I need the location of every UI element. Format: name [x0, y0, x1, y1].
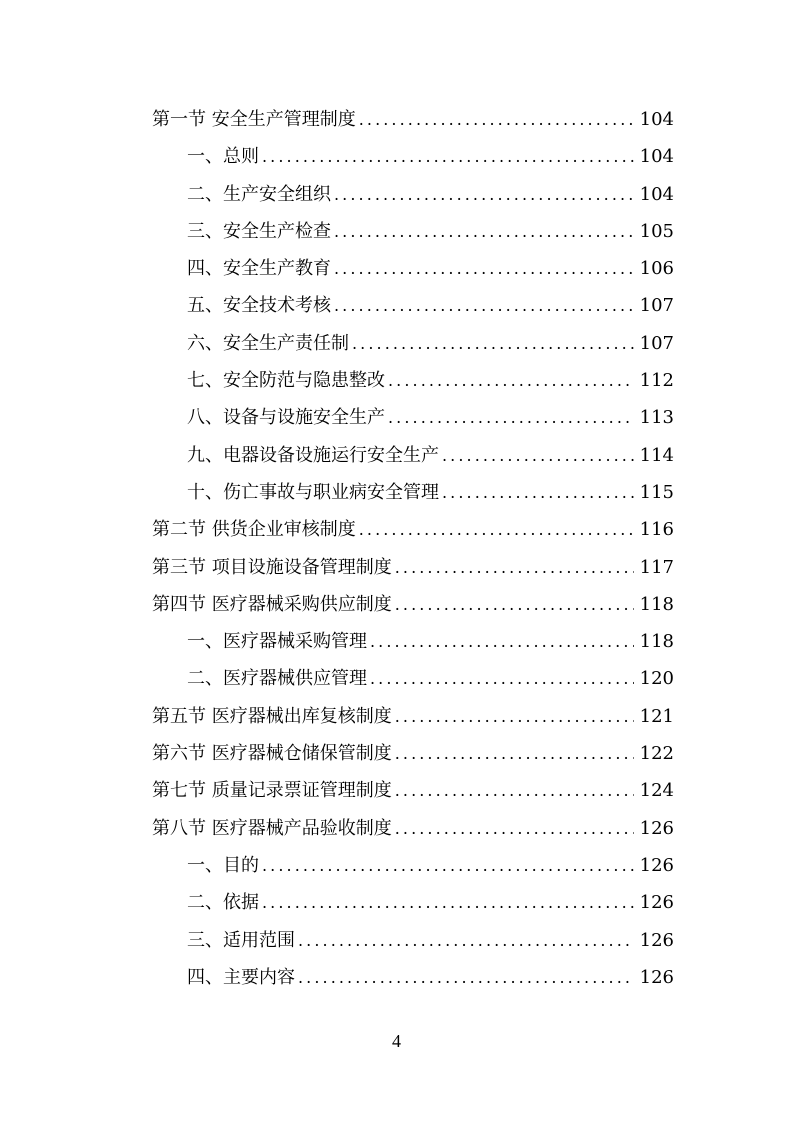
toc-section-entry[interactable] — [152, 735, 674, 772]
toc-section-entry[interactable] — [152, 772, 674, 809]
toc-dot-leader — [262, 884, 634, 921]
toc-entry-page: 105 — [639, 220, 674, 242]
toc-entry-label: 第五节 医疗器械出库复核制度 — [152, 705, 392, 727]
toc-dot-leader — [395, 735, 634, 772]
toc-entry-page: 120 — [639, 668, 674, 690]
toc-entry-label: 十、伤亡事故与职业病安全管理 — [187, 481, 439, 503]
toc-entry-label: 四、安全生产教育 — [187, 258, 331, 280]
toc-dot-leader — [359, 511, 634, 548]
toc-entry-page: 104 — [639, 146, 674, 168]
toc-entry-label: 第三节 项目设施设备管理制度 — [152, 556, 392, 578]
toc-dot-leader — [442, 437, 634, 474]
toc-subsection-entry[interactable] — [152, 922, 674, 959]
toc-subsection-entry[interactable] — [152, 623, 674, 660]
toc-entry-page: 115 — [639, 481, 674, 503]
toc-dot-leader — [262, 847, 634, 884]
toc-entry-page: 107 — [639, 332, 674, 354]
toc-subsection-entry[interactable] — [152, 138, 674, 175]
toc-entry-label: 四、主要内容 — [187, 966, 295, 988]
toc-dot-leader — [442, 474, 634, 511]
toc-dot-leader — [388, 362, 634, 399]
toc-entry-label: 七、安全防范与隐患整改 — [187, 370, 385, 392]
toc-subsection-entry[interactable] — [152, 660, 674, 697]
toc-dot-leader — [370, 623, 634, 660]
toc-entry-label: 第一节 安全生产管理制度 — [152, 109, 356, 130]
toc-entry-page: 114 — [639, 444, 674, 466]
toc-entry-label: 八、设备与设施安全生产 — [187, 407, 385, 429]
toc-entry-label: 一、医疗器械采购管理 — [187, 631, 367, 653]
toc-section-entry[interactable] — [152, 101, 674, 138]
page-number: 4 — [392, 1031, 401, 1051]
toc-subsection-entry[interactable] — [152, 213, 674, 250]
toc-entry-page: 124 — [639, 780, 674, 802]
toc-dot-leader — [298, 922, 634, 959]
table-of-contents — [152, 101, 674, 996]
toc-entry-label: 五、安全技术考核 — [187, 295, 331, 317]
toc-entry-label: 九、电器设备设施运行安全生产 — [187, 444, 439, 466]
toc-entry-label: 六、安全生产责任制 — [187, 332, 349, 354]
toc-entry-page: 118 — [639, 631, 674, 653]
toc-entry-label: 二、生产安全组织 — [187, 183, 331, 205]
toc-section-entry[interactable] — [152, 549, 674, 586]
toc-section-entry[interactable] — [152, 586, 674, 623]
toc-entry-label: 一、目的 — [187, 854, 259, 876]
toc-subsection-entry[interactable] — [152, 884, 674, 921]
toc-dot-leader — [352, 325, 634, 362]
toc-entry-page: 126 — [639, 966, 674, 988]
toc-entry-label: 第六节 医疗器械仓储保管制度 — [152, 743, 392, 765]
toc-dot-leader — [395, 810, 634, 847]
toc-entry-label: 第七节 质量记录票证管理制度 — [152, 780, 392, 802]
toc-subsection-entry[interactable] — [152, 250, 674, 287]
toc-subsection-entry[interactable] — [152, 847, 674, 884]
toc-section-entry[interactable] — [152, 698, 674, 735]
toc-dot-leader — [388, 399, 634, 436]
toc-entry-page: 126 — [639, 929, 674, 951]
toc-entry-label: 第八节 医疗器械产品验收制度 — [152, 817, 392, 839]
toc-dot-leader — [262, 138, 634, 175]
toc-subsection-entry[interactable] — [152, 437, 674, 474]
toc-entry-label: 第二节 供货企业审核制度 — [152, 519, 356, 541]
toc-dot-leader — [395, 698, 634, 735]
toc-entry-label: 三、适用范围 — [187, 929, 295, 951]
toc-entry-label: 三、安全生产检查 — [187, 220, 331, 242]
toc-entry-page: 122 — [639, 743, 674, 765]
toc-dot-leader — [298, 959, 634, 996]
toc-entry-page: 126 — [639, 817, 674, 839]
toc-subsection-entry[interactable] — [152, 325, 674, 362]
toc-subsection-entry[interactable] — [152, 362, 674, 399]
toc-dot-leader — [359, 101, 634, 138]
toc-entry-page: 121 — [639, 705, 674, 727]
toc-entry-page: 113 — [639, 407, 674, 429]
toc-section-entry[interactable] — [152, 511, 674, 548]
toc-entry-page: 118 — [639, 593, 674, 615]
toc-dot-leader — [395, 772, 634, 809]
toc-entry-page: 126 — [639, 892, 674, 914]
toc-section-entry[interactable] — [152, 810, 674, 847]
toc-entry-page: 126 — [639, 854, 674, 876]
toc-dot-leader — [395, 586, 634, 623]
toc-subsection-entry[interactable] — [152, 287, 674, 324]
toc-entry-page: 104 — [639, 109, 674, 130]
toc-dot-leader — [334, 250, 634, 287]
toc-dot-leader — [334, 176, 634, 213]
toc-entry-page: 116 — [639, 519, 674, 541]
toc-subsection-entry[interactable] — [152, 474, 674, 511]
toc-entry-label: 二、依据 — [187, 892, 259, 914]
toc-dot-leader — [334, 213, 634, 250]
toc-entry-page: 112 — [639, 370, 674, 392]
toc-entry-label: 第四节 医疗器械采购供应制度 — [152, 593, 392, 615]
toc-entry-page: 106 — [639, 258, 674, 280]
toc-dot-leader — [370, 660, 634, 697]
toc-entry-label: 一、总则 — [187, 146, 259, 168]
toc-dot-leader — [395, 549, 634, 586]
toc-entry-page: 107 — [639, 295, 674, 317]
toc-entry-label: 二、医疗器械供应管理 — [187, 668, 367, 690]
toc-subsection-entry[interactable] — [152, 399, 674, 436]
toc-subsection-entry[interactable] — [152, 959, 674, 996]
toc-entry-page: 117 — [639, 556, 674, 578]
toc-subsection-entry[interactable] — [152, 176, 674, 213]
toc-dot-leader — [334, 287, 634, 324]
toc-entry-page: 104 — [639, 183, 674, 205]
